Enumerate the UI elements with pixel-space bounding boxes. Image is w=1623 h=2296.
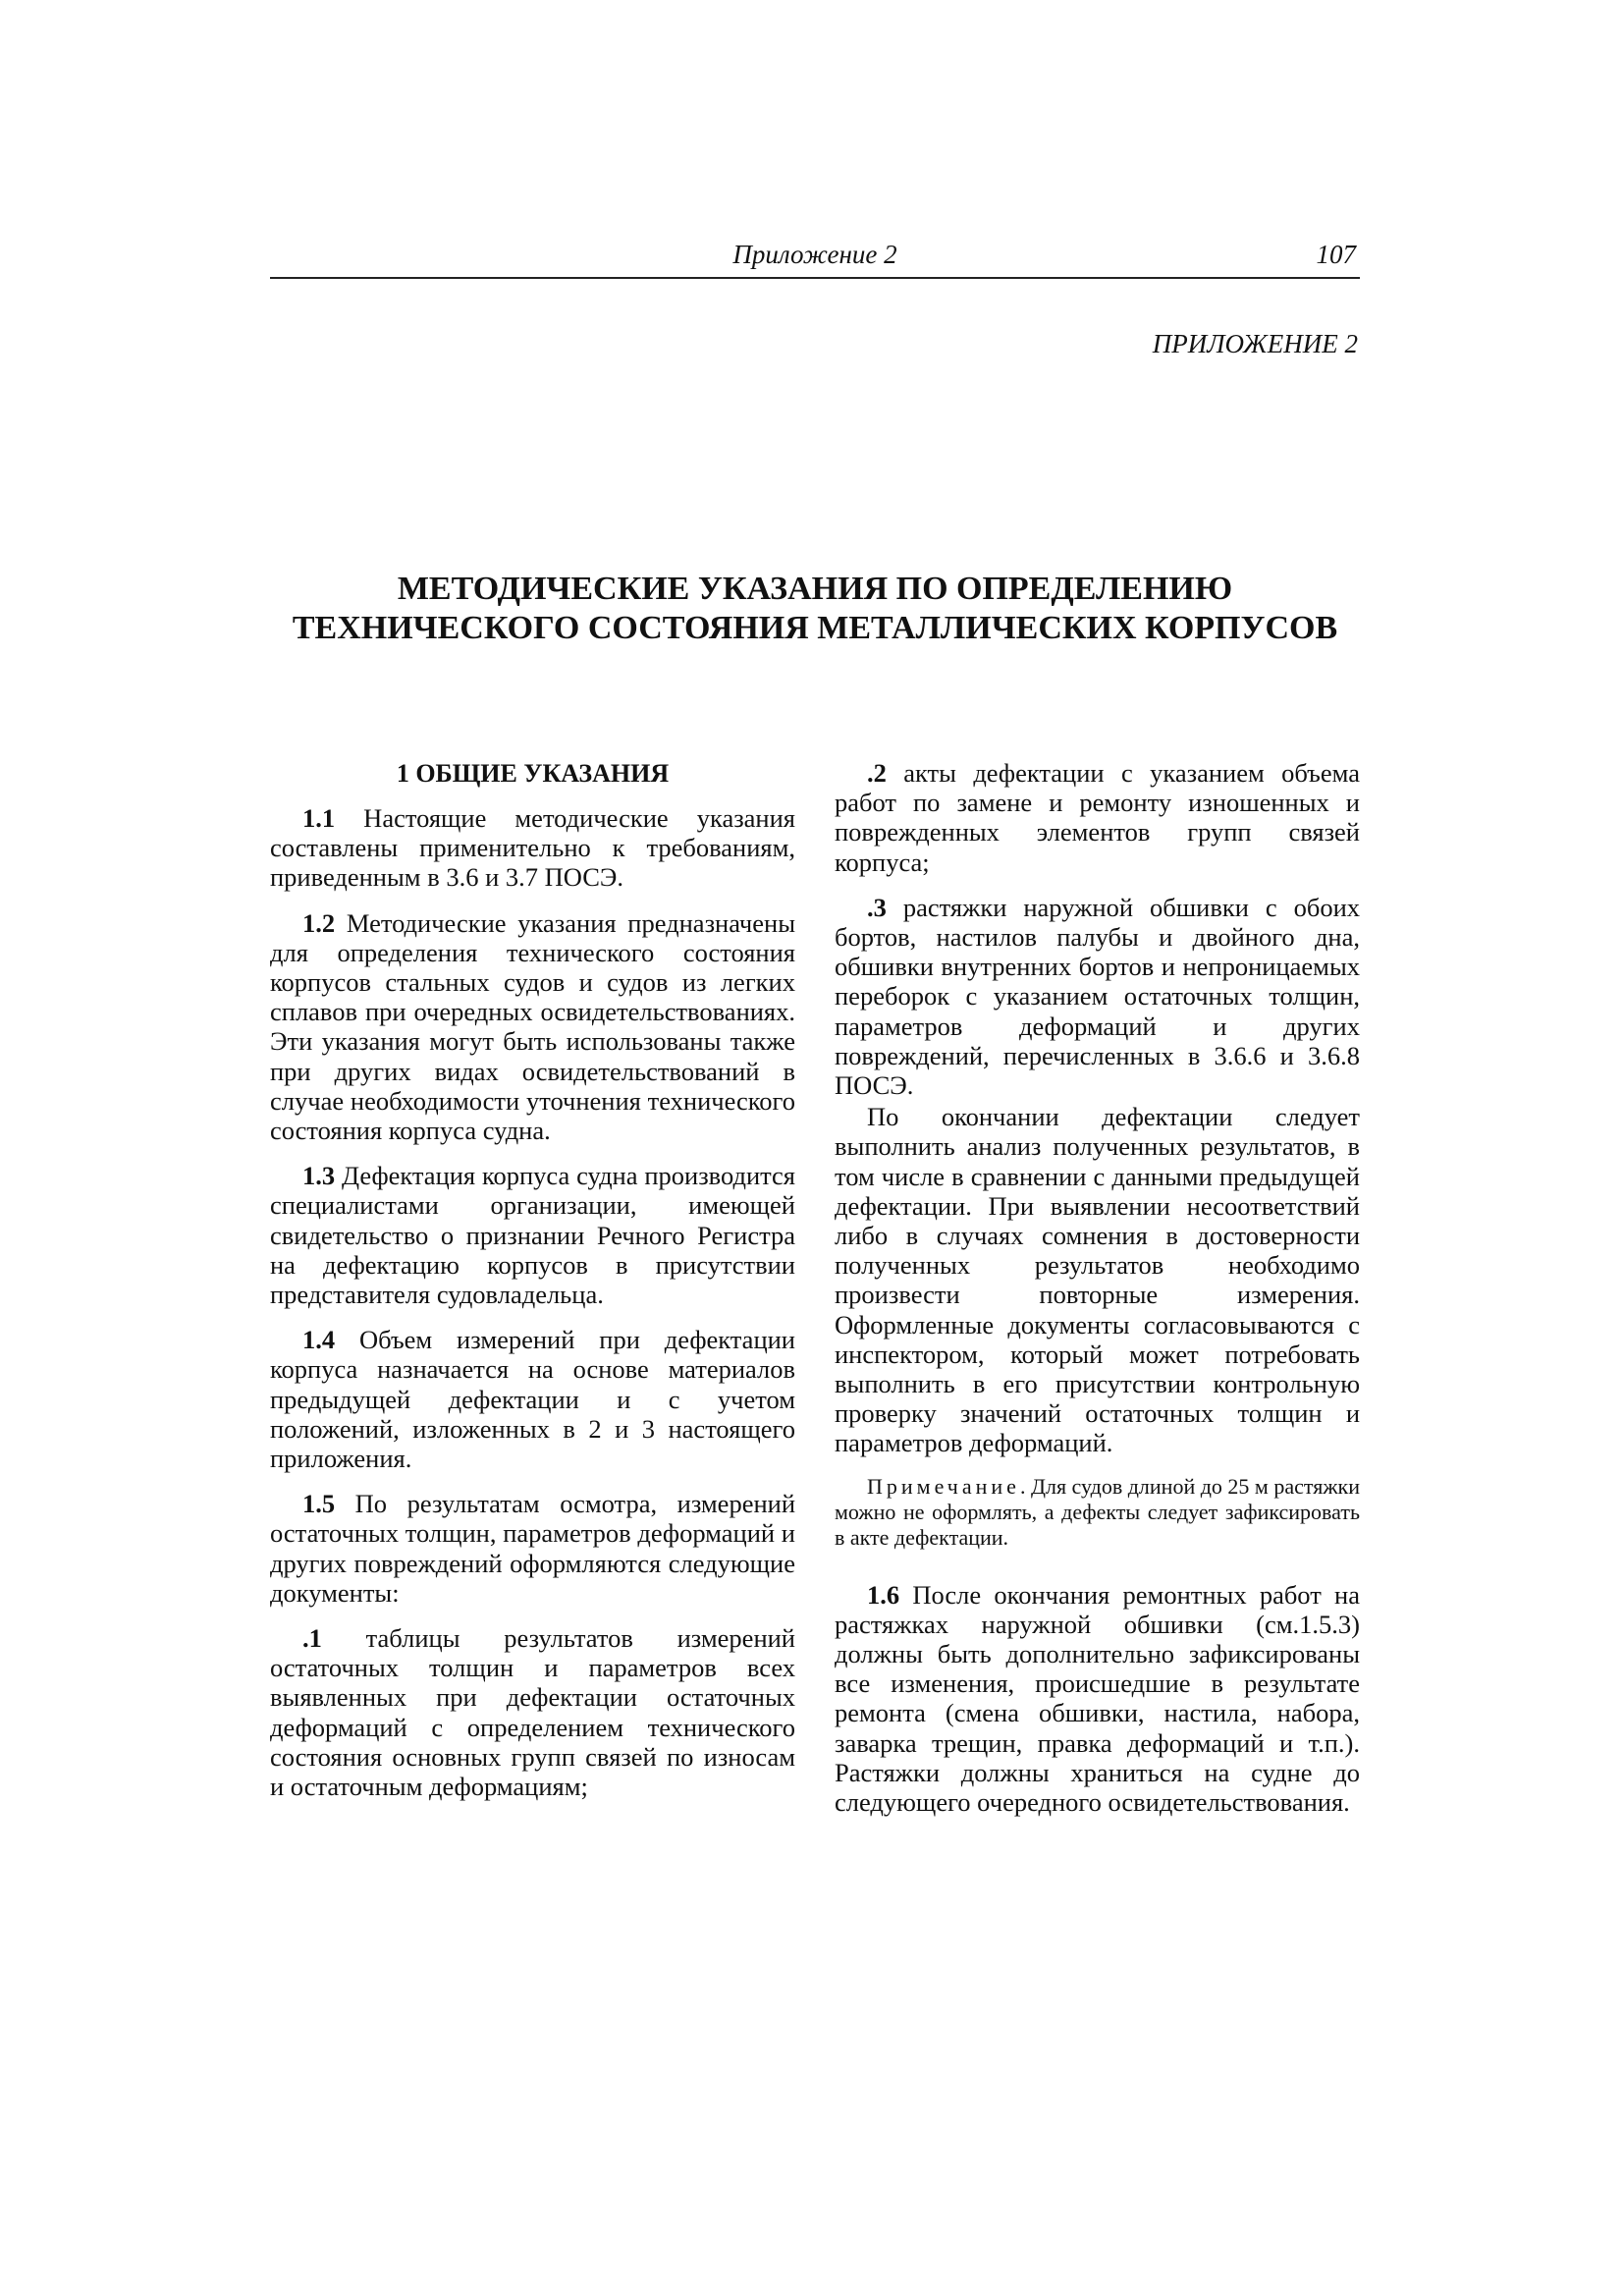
paragraph-1-3 [270, 1161, 795, 1309]
document-title-line-1: МЕТОДИЧЕСКИЕ УКАЗАНИЯ ПО ОПРЕДЕЛЕНИЮ [397, 571, 1233, 607]
list-item-text: акты дефектации с указанием объема работ по замене и ремонту изношенных и поврежденных элементов групп связей корпуса; [835, 758, 1360, 877]
paragraph-1-4 [270, 1325, 795, 1473]
note-label: Примечание [867, 1473, 1020, 1499]
paragraph-number: 1.3 [302, 1161, 336, 1191]
running-title: Приложение 2 [732, 240, 897, 269]
note [835, 1474, 1360, 1551]
paragraph-1-6 [835, 1580, 1360, 1818]
list-item-text: таблицы результатов измерений остаточных толщин и параметров всех выявленных при дефектации остаточных деформаций с определением технического состояния основных групп связей по износам и остаточным деформациям; [270, 1623, 795, 1802]
list-item-2 [835, 758, 1360, 877]
paragraph-number: 1.1 [302, 803, 336, 833]
appendix-label: ПРИЛОЖЕНИЕ 2 [1152, 329, 1358, 358]
paragraph-text: Дефектация корпуса судна производится специалистами организации, имеющей свидетельство о признании Речного Регистра на дефектацию корпусов в присутствии представителя судовладельца. [270, 1161, 795, 1310]
document-title-line-2: ТЕХНИЧЕСКОГО СОСТОЯНИЯ МЕТАЛЛИЧЕСКИХ КОРПУСОВ [292, 610, 1338, 646]
note-text: . Для судов длиной до 25 м растяжки можно не оформлять, а дефекты следует зафиксировать в акте дефектации. [835, 1473, 1360, 1550]
paragraph-text: Объем измерений при дефектации корпуса назначается на основе материалов предыдущей дефектации и с учетом положений, изложенных в 2 и 3 настоящего приложения. [270, 1325, 795, 1474]
paragraph-1-1 [270, 803, 795, 893]
list-item-number: .1 [302, 1623, 322, 1654]
right-column [835, 758, 1360, 1832]
document-title [270, 570, 1360, 648]
paragraph-number: 1.2 [302, 907, 336, 938]
list-item-1 [270, 1623, 795, 1801]
paragraph-text: Методические указания предназначены для определения технического состояния корпусов стальных судов и судов из легких сплавов при очередных освидетельствованиях. Эти указания могут быть использованы также при других видах освидетельствований в случае необходимости уточнения технического состояния корпуса судна. [270, 907, 795, 1146]
running-header [270, 238, 1360, 279]
list-item-3 [835, 893, 1360, 1100]
paragraph-text: По результатам осмотра, измерений остаточных толщин, параметров деформаций и других повреждений оформляются следующие документы: [270, 1489, 795, 1608]
paragraph-text: Настоящие методические указания составлены применительно к требованиям, приведенным в 3.6 и 3.7 ПОСЭ. [270, 803, 795, 893]
paragraph-number: 1.4 [302, 1325, 336, 1355]
list-item-number: .3 [867, 892, 887, 922]
paragraph-1-5 [270, 1489, 795, 1608]
paragraph-number: 1.5 [302, 1489, 336, 1519]
left-column [270, 758, 795, 1817]
list-item-text: растяжки наружной обшивки с обоих бортов, настилов палубы и двойного дна, обшивки внутренних бортов и непроницаемых переборок с указанием остаточных толщин, параметров деформаций и других повреждений, перечисленных в 3.6.6 и 3.6.8 ПОСЭ. [835, 892, 1360, 1101]
paragraph-after-list: По окончании дефектации следует выполнить анализ полученных результатов, в том числе в сравнении с данными предыдущей дефектации. При выявлении несоответствий либо в случаях сомнения в достоверности полученных результатов необходимо произвести повторные измерения. Оформленные документы согласовываются с инспектором, который может потребовать выполнить в его присутствии контрольную проверку значений остаточных толщин и параметров деформаций. [835, 1102, 1360, 1458]
list-item-number: .2 [867, 758, 887, 788]
section-title: 1 ОБЩИЕ УКАЗАНИЯ [396, 759, 670, 788]
page-number: 107 [1316, 240, 1356, 269]
paragraph-text: После окончания ремонтных работ на растяжках наружной обшивки (см.1.5.3) должны быть дополнительно зафиксированы все изменения, происшедшие в результате ремонта (смена обшивки, настила, набора, заварка трещин, правка деформаций и т.п.). Растяжки должны храниться на судне до следующего очередного освидетельствования. [835, 1579, 1360, 1818]
paragraph-1-2 [270, 908, 795, 1146]
paragraph-number: 1.6 [867, 1579, 900, 1610]
